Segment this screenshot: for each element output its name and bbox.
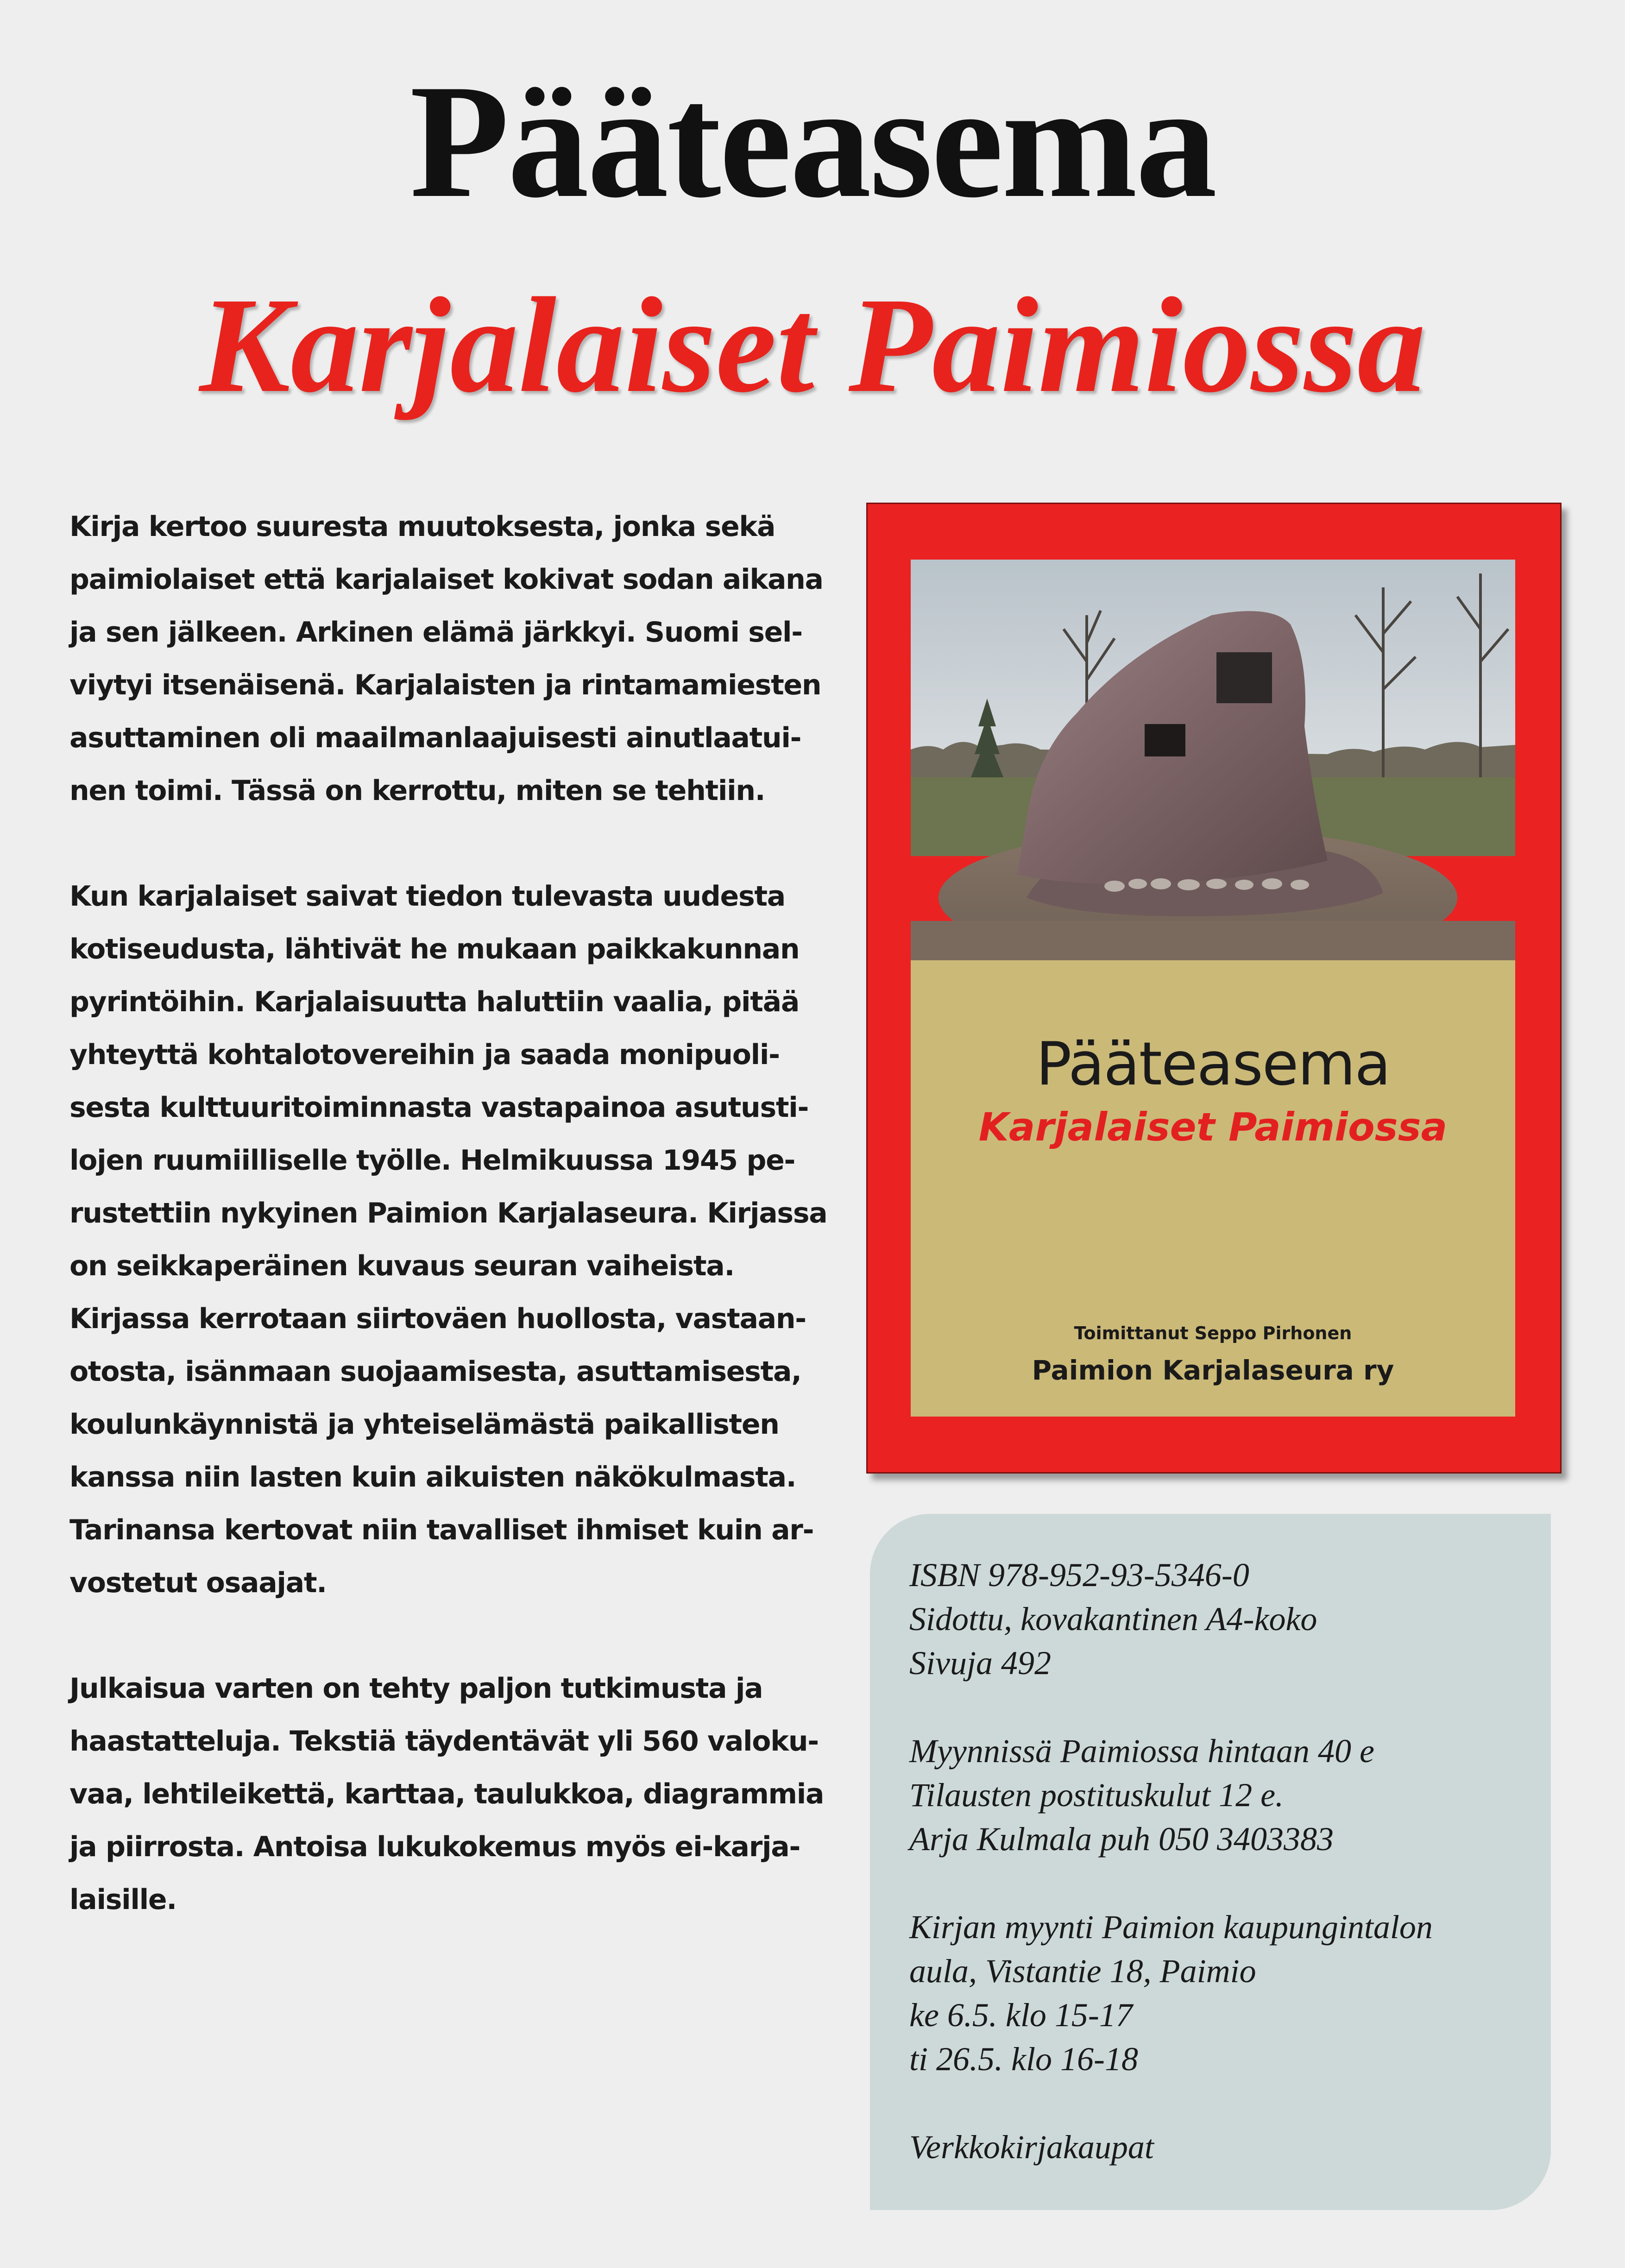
sale-date-1: ke 6.5. klo 15-17 (909, 1997, 1133, 2034)
paragraph-2: Kun karjalaiset saivat tiedon tulevasta uudesta kotiseudusta, lähtivät he mukaan paikkakunnan pyrintöihin. Karjalaisuutta haluttiin vaalia, pitää yhteyttä kohtalotovereihin ja saada monipuoli- sesta kulttuuritoiminnasta vastapainoa asutusti- lojen ruumiilliselle työlle. Helmikuussa 1945 pe- rustettiin nykyinen Paimion Karjalaseura. Kirjassa on seikkaperäinen kuvaus seuran vaiheista. Kirjassa kerrotaan siirtoväen huollosta, vastaan- otosta, isänmaan suojaamisesta, asuttamisesta, koulunkäynnistä ja yhteiselämästä paikallisten kanssa niin lasten kuin aikuisten näkökulmasta. Tarinansa kertovat niin tavalliset ihmiset kuin ar- vostetut osaajat. (69, 880, 827, 1599)
online-stores: Verkkokirjakaupat (909, 2129, 1154, 2166)
page-title: Pääteasema (409, 51, 1216, 232)
cover-title: Pääteasema (1036, 1030, 1390, 1099)
paragraph-1: Kirja kertoo suuresta muutoksesta, jonka sekä paimiolaiset että karjalaiset kokivat sodan aikana ja sen jälkeen. Arkinen elämä järkkyi. Suomi sel- viytyi itsenäisenä. Karjalaisten ja rintamamiesten asuttaminen oli maailmanlaajuisesti ainutlaatui- nen toimi. Tässä on kerrottu, miten se tehtiin. (69, 510, 823, 807)
cover-photo-memorial-stone (911, 560, 1515, 960)
description-text (69, 500, 857, 1926)
venue-line-2: aula, Vistantie 18, Paimio (909, 1953, 1256, 1990)
book-info-text (909, 1553, 1539, 2169)
cover-subtitle: Karjalaiset Paimiossa (978, 1104, 1448, 1150)
binding: Sidottu, kovakantinen A4-koko (909, 1600, 1317, 1638)
cover-editor: Toimittanut Seppo Pirhonen (1074, 1323, 1352, 1343)
book-info-box (870, 1514, 1551, 2210)
isbn: ISBN 978-952-93-5346-0 (909, 1556, 1249, 1594)
venue-line-1: Kirjan myynti Paimion kaupungintalon (909, 1909, 1433, 1946)
cover-publisher: Paimion Karjalaseura ry (1032, 1354, 1394, 1386)
sale-price: Myynnissä Paimiossa hintaan 40 e (909, 1732, 1374, 1770)
book-cover (866, 503, 1562, 1474)
cover-title-panel (911, 960, 1515, 1417)
paragraph-3: Julkaisua varten on tehty paljon tutkimusta ja haastatteluja. Tekstiä täydentävät yli 560 valoku- vaa, lehtileikettä, karttaa, taulukkoa, diagrammia ja piirrosta. Antoisa lukukokemus myös ei-karja- laisille. (69, 1672, 824, 1916)
shipping-cost: Tilausten postituskulut 12 e. (909, 1777, 1284, 1814)
contact: Arja Kulmala puh 050 3403383 (909, 1821, 1334, 1858)
sale-date-2: ti 26.5. klo 16-18 (909, 2041, 1138, 2078)
page-count: Sivuja 492 (909, 1644, 1051, 1682)
page-subtitle: Karjalaiset Paimiossa (199, 269, 1426, 421)
